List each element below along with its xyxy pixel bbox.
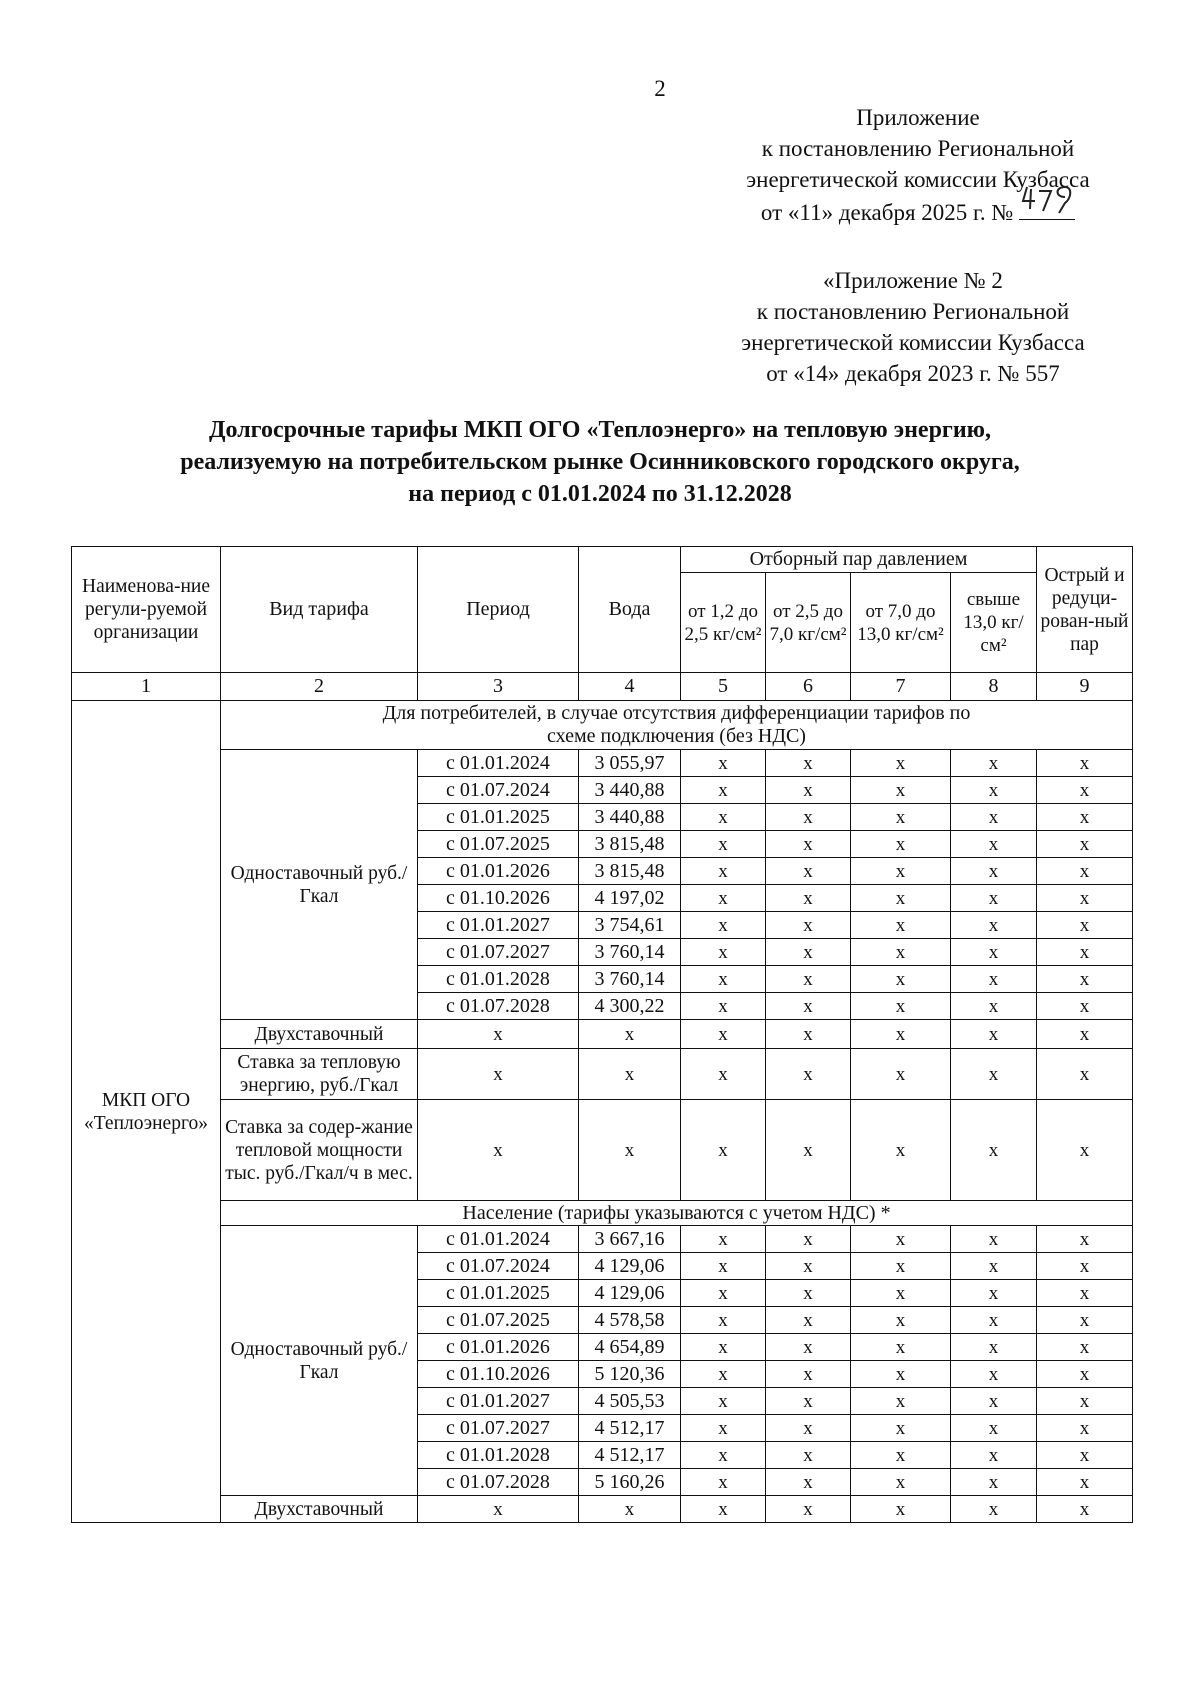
x-cell: x bbox=[951, 804, 1037, 831]
x-cell: x bbox=[766, 993, 851, 1020]
x-cell: x bbox=[1037, 804, 1133, 831]
x-cell: x bbox=[766, 831, 851, 858]
x-cell: x bbox=[766, 912, 851, 939]
appendix-line: от «14» декабря 2023 г. № 557 bbox=[766, 361, 1060, 386]
water-value: 3 667,16 bbox=[579, 1226, 681, 1253]
x-cell: x bbox=[1037, 966, 1133, 993]
x-cell: x bbox=[418, 1049, 579, 1100]
x-cell: x bbox=[766, 1388, 851, 1415]
period-cell: с 01.01.2024 bbox=[418, 1226, 579, 1253]
x-cell: x bbox=[766, 1020, 851, 1049]
header-steam-group: Отборный пар давлением bbox=[681, 547, 1037, 573]
order-prefix: от «11» декабря 2025 г. № bbox=[760, 200, 1014, 225]
x-cell: x bbox=[1037, 1469, 1133, 1496]
x-cell: x bbox=[851, 1049, 951, 1100]
col-number: 7 bbox=[851, 673, 951, 701]
appendix-header bbox=[683, 102, 1153, 228]
x-cell: x bbox=[851, 777, 951, 804]
x-cell: x bbox=[1037, 1100, 1133, 1201]
table-row bbox=[72, 1226, 1133, 1253]
x-cell: x bbox=[418, 1020, 579, 1049]
water-value: 4 505,53 bbox=[579, 1388, 681, 1415]
appendix-line: к постановлению Региональной bbox=[761, 136, 1075, 161]
x-cell: x bbox=[766, 966, 851, 993]
x-cell: x bbox=[951, 1442, 1037, 1469]
x-cell: x bbox=[766, 885, 851, 912]
col-number: 6 bbox=[766, 673, 851, 701]
period-cell: с 01.01.2026 bbox=[418, 858, 579, 885]
col-number: 9 bbox=[1037, 673, 1133, 701]
x-cell: x bbox=[951, 831, 1037, 858]
x-cell: x bbox=[681, 885, 766, 912]
x-cell: x bbox=[1037, 1253, 1133, 1280]
x-cell: x bbox=[851, 858, 951, 885]
x-cell: x bbox=[681, 939, 766, 966]
x-cell: x bbox=[579, 1100, 681, 1201]
water-value: 5 160,26 bbox=[579, 1469, 681, 1496]
x-cell: x bbox=[951, 750, 1037, 777]
x-cell: x bbox=[681, 1388, 766, 1415]
x-cell: x bbox=[766, 1253, 851, 1280]
x-cell: x bbox=[951, 885, 1037, 912]
x-cell: x bbox=[681, 912, 766, 939]
x-cell: x bbox=[1037, 750, 1133, 777]
x-cell: x bbox=[766, 1307, 851, 1334]
capacity-rate-label: Ставка за содер-жание тепловой мощности тыс. руб./Гкал/ч в мес. bbox=[221, 1100, 418, 1201]
col-number: 4 bbox=[579, 673, 681, 701]
x-cell: x bbox=[1037, 1020, 1133, 1049]
period-cell: с 01.07.2028 bbox=[418, 993, 579, 1020]
x-cell: x bbox=[766, 1415, 851, 1442]
water-value: 3 440,88 bbox=[579, 777, 681, 804]
period-cell: с 01.10.2026 bbox=[418, 885, 579, 912]
appendix-line: энергетической комиссии Кузбасса bbox=[746, 167, 1090, 192]
x-cell: x bbox=[1037, 885, 1133, 912]
header-sharp-steam: Острый и редуци-рован-ный пар bbox=[1037, 547, 1133, 673]
x-cell: x bbox=[1037, 1442, 1133, 1469]
water-value: 4 129,06 bbox=[579, 1253, 681, 1280]
x-cell: x bbox=[1037, 1388, 1133, 1415]
period-cell: с 01.01.2025 bbox=[418, 804, 579, 831]
x-cell: x bbox=[766, 1442, 851, 1469]
x-cell: x bbox=[851, 993, 951, 1020]
water-value: 4 129,06 bbox=[579, 1280, 681, 1307]
water-value: 4 578,58 bbox=[579, 1307, 681, 1334]
x-cell: x bbox=[951, 1496, 1037, 1523]
water-value: 3 815,48 bbox=[579, 858, 681, 885]
x-cell: x bbox=[766, 1049, 851, 1100]
period-cell: с 01.07.2025 bbox=[418, 1307, 579, 1334]
period-cell: с 01.07.2024 bbox=[418, 777, 579, 804]
organization-name: МКП ОГО «Теплоэнерго» bbox=[72, 701, 221, 1523]
period-cell: с 01.01.2027 bbox=[418, 912, 579, 939]
header-steam-2: от 2,5 до 7,0 кг/см² bbox=[766, 573, 851, 673]
x-cell: x bbox=[681, 1307, 766, 1334]
x-cell: x bbox=[681, 993, 766, 1020]
x-cell: x bbox=[681, 1361, 766, 1388]
single-rate-label: Одноставочный руб./Гкал bbox=[221, 750, 418, 1020]
x-cell: x bbox=[766, 939, 851, 966]
section-population: Население (тарифы указываются с учетом НДС) * bbox=[221, 1201, 1133, 1226]
x-cell: x bbox=[851, 1100, 951, 1201]
header-water: Вода bbox=[579, 547, 681, 673]
x-cell: x bbox=[418, 1496, 579, 1523]
two-rate-label: Двухставочный bbox=[221, 1496, 418, 1523]
water-value: 4 300,22 bbox=[579, 993, 681, 1020]
period-cell: с 01.07.2027 bbox=[418, 1415, 579, 1442]
period-cell: с 01.01.2025 bbox=[418, 1280, 579, 1307]
section-consumers: Для потребителей, в случае отсутствия дифференциации тарифов по схеме подключения (без НДС) bbox=[221, 701, 1133, 750]
x-cell: x bbox=[851, 804, 951, 831]
document-title bbox=[60, 414, 1140, 510]
water-value: 3 055,97 bbox=[579, 750, 681, 777]
col-number: 3 bbox=[418, 673, 579, 701]
x-cell: x bbox=[418, 1100, 579, 1201]
x-cell: x bbox=[681, 1049, 766, 1100]
x-cell: x bbox=[681, 777, 766, 804]
x-cell: x bbox=[1037, 1334, 1133, 1361]
x-cell: x bbox=[681, 966, 766, 993]
two-rate-label: Двухставочный bbox=[221, 1020, 418, 1049]
col-number: 8 bbox=[951, 673, 1037, 701]
x-cell: x bbox=[951, 939, 1037, 966]
x-cell: x bbox=[766, 1100, 851, 1201]
x-cell: x bbox=[851, 912, 951, 939]
header-steam-4: свыше 13,0 кг/см² bbox=[951, 573, 1037, 673]
x-cell: x bbox=[681, 1469, 766, 1496]
x-cell: x bbox=[681, 1100, 766, 1201]
x-cell: x bbox=[1037, 1280, 1133, 1307]
title-line: на период с 01.01.2024 по 31.12.2028 bbox=[408, 481, 792, 507]
x-cell: x bbox=[951, 1469, 1037, 1496]
heat-energy-rate-label: Ставка за тепловую энергию, руб./Гкал bbox=[221, 1049, 418, 1100]
x-cell: x bbox=[951, 1280, 1037, 1307]
col-number: 1 bbox=[72, 673, 221, 701]
header-period: Период bbox=[418, 547, 579, 673]
x-cell: x bbox=[766, 1361, 851, 1388]
x-cell: x bbox=[579, 1020, 681, 1049]
x-cell: x bbox=[851, 1496, 951, 1523]
x-cell: x bbox=[951, 1226, 1037, 1253]
x-cell: x bbox=[766, 1280, 851, 1307]
water-value: 5 120,36 bbox=[579, 1361, 681, 1388]
x-cell: x bbox=[1037, 1226, 1133, 1253]
x-cell: x bbox=[851, 1469, 951, 1496]
x-cell: x bbox=[579, 1049, 681, 1100]
x-cell: x bbox=[951, 1388, 1037, 1415]
handwritten-order-number bbox=[1019, 195, 1075, 220]
x-cell: x bbox=[766, 858, 851, 885]
x-cell: x bbox=[951, 1415, 1037, 1442]
x-cell: x bbox=[951, 1361, 1037, 1388]
x-cell: x bbox=[766, 1334, 851, 1361]
x-cell: x bbox=[1037, 912, 1133, 939]
x-cell: x bbox=[951, 993, 1037, 1020]
period-cell: с 01.07.2028 bbox=[418, 1469, 579, 1496]
header-steam-3: от 7,0 до 13,0 кг/см² bbox=[851, 573, 951, 673]
x-cell: x bbox=[851, 1307, 951, 1334]
x-cell: x bbox=[681, 1253, 766, 1280]
x-cell: x bbox=[681, 1334, 766, 1361]
x-cell: x bbox=[766, 1469, 851, 1496]
x-cell: x bbox=[1037, 831, 1133, 858]
x-cell: x bbox=[681, 1226, 766, 1253]
x-cell: x bbox=[951, 858, 1037, 885]
x-cell: x bbox=[1037, 1361, 1133, 1388]
x-cell: x bbox=[766, 804, 851, 831]
water-value: 4 197,02 bbox=[579, 885, 681, 912]
period-cell: с 01.01.2026 bbox=[418, 1334, 579, 1361]
appendix-line: «Приложение № 2 bbox=[823, 268, 1003, 293]
water-value: 3 760,14 bbox=[579, 966, 681, 993]
x-cell: x bbox=[851, 1388, 951, 1415]
water-value: 3 815,48 bbox=[579, 831, 681, 858]
x-cell: x bbox=[851, 831, 951, 858]
appendix-line: Приложение bbox=[856, 105, 980, 130]
x-cell: x bbox=[851, 1253, 951, 1280]
x-cell: x bbox=[851, 1334, 951, 1361]
single-rate-label: Одноставочный руб./Гкал bbox=[221, 1226, 418, 1496]
table-row bbox=[72, 750, 1133, 777]
title-line: Долгосрочные тарифы МКП ОГО «Теплоэнерго» на тепловую энергию, bbox=[209, 417, 991, 443]
x-cell: x bbox=[1037, 1496, 1133, 1523]
x-cell: x bbox=[951, 1049, 1037, 1100]
water-value: 4 512,17 bbox=[579, 1442, 681, 1469]
x-cell: x bbox=[1037, 1415, 1133, 1442]
tariff-table bbox=[71, 546, 1133, 1523]
x-cell: x bbox=[681, 1020, 766, 1049]
page-number: 2 bbox=[654, 76, 666, 101]
x-cell: x bbox=[851, 1020, 951, 1049]
x-cell: x bbox=[1037, 777, 1133, 804]
x-cell: x bbox=[851, 1361, 951, 1388]
x-cell: x bbox=[851, 966, 951, 993]
title-line: реализуемую на потребительском рынке Осинниковского городского округа, bbox=[180, 449, 1020, 475]
header-steam-1: от 1,2 до 2,5 кг/см² bbox=[681, 573, 766, 673]
x-cell: x bbox=[951, 777, 1037, 804]
x-cell: x bbox=[951, 1100, 1037, 1201]
x-cell: x bbox=[681, 831, 766, 858]
x-cell: x bbox=[851, 1442, 951, 1469]
x-cell: x bbox=[951, 1334, 1037, 1361]
x-cell: x bbox=[766, 1226, 851, 1253]
appendix-line: к постановлению Региональной bbox=[756, 299, 1070, 324]
x-cell: x bbox=[1037, 858, 1133, 885]
period-cell: с 01.07.2027 bbox=[418, 939, 579, 966]
x-cell: x bbox=[851, 1226, 951, 1253]
appendix-order-line bbox=[683, 195, 1153, 228]
water-value: 3 440,88 bbox=[579, 804, 681, 831]
water-value: 4 512,17 bbox=[579, 1415, 681, 1442]
x-cell: x bbox=[1037, 1307, 1133, 1334]
x-cell: x bbox=[1037, 993, 1133, 1020]
x-cell: x bbox=[766, 1496, 851, 1523]
x-cell: x bbox=[681, 750, 766, 777]
period-cell: с 01.10.2026 bbox=[418, 1361, 579, 1388]
period-cell: с 01.07.2024 bbox=[418, 1253, 579, 1280]
period-cell: с 01.01.2028 bbox=[418, 1442, 579, 1469]
x-cell: x bbox=[951, 1020, 1037, 1049]
period-cell: с 01.07.2025 bbox=[418, 831, 579, 858]
period-cell: с 01.01.2024 bbox=[418, 750, 579, 777]
appendix-reference bbox=[683, 265, 1143, 389]
header-tariff-type: Вид тарифа bbox=[221, 547, 418, 673]
water-value: 3 760,14 bbox=[579, 939, 681, 966]
col-number: 5 bbox=[681, 673, 766, 701]
period-cell: с 01.01.2028 bbox=[418, 966, 579, 993]
x-cell: x bbox=[579, 1496, 681, 1523]
x-cell: x bbox=[766, 750, 851, 777]
x-cell: x bbox=[851, 1280, 951, 1307]
x-cell: x bbox=[951, 912, 1037, 939]
x-cell: x bbox=[681, 1415, 766, 1442]
x-cell: x bbox=[681, 1442, 766, 1469]
x-cell: x bbox=[851, 1415, 951, 1442]
x-cell: x bbox=[681, 858, 766, 885]
col-number: 2 bbox=[221, 673, 418, 701]
x-cell: x bbox=[766, 777, 851, 804]
period-cell: с 01.01.2027 bbox=[418, 1388, 579, 1415]
x-cell: x bbox=[951, 966, 1037, 993]
x-cell: x bbox=[951, 1253, 1037, 1280]
water-value: 3 754,61 bbox=[579, 912, 681, 939]
header-org: Наименова-ние регули-руемой организации bbox=[72, 547, 221, 673]
x-cell: x bbox=[851, 750, 951, 777]
water-value: 4 654,89 bbox=[579, 1334, 681, 1361]
x-cell: x bbox=[1037, 939, 1133, 966]
x-cell: x bbox=[951, 1307, 1037, 1334]
x-cell: x bbox=[681, 1496, 766, 1523]
x-cell: x bbox=[681, 804, 766, 831]
x-cell: x bbox=[851, 885, 951, 912]
x-cell: x bbox=[851, 939, 951, 966]
appendix-line: энергетической комиссии Кузбасса bbox=[741, 330, 1085, 355]
x-cell: x bbox=[681, 1280, 766, 1307]
x-cell: x bbox=[1037, 1049, 1133, 1100]
